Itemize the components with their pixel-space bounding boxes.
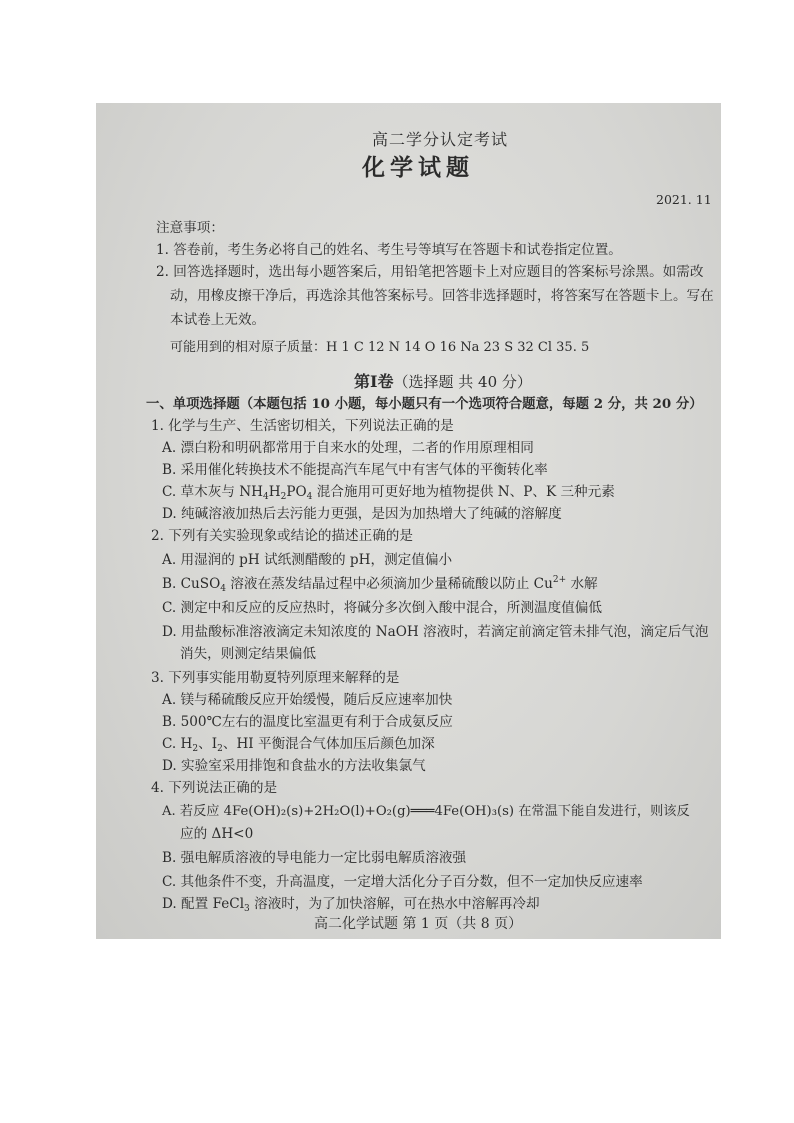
question-2-option-d-line-2: 消失，则测定结果偏低	[180, 646, 316, 662]
question-1-option-c: C. 草木灰与 $NH_4H_2PO_4$ 混合施用可更好地为植物提供 N、P、K 三种元素	[162, 484, 615, 502]
notes-heading: 注意事项：	[156, 220, 224, 236]
question-4-option-a-line-1: A. 若反应 4Fe(OH)₂(s)+2H₂O(l)+O₂(g)═══4Fe(OH)₃(s) 在常温下能自发进行，则该反	[162, 804, 690, 819]
section-label: 第Ⅰ卷	[354, 372, 394, 391]
question-2-option-a: A. 用湿润的 pH 试纸测醋酸的 pH，测定值偏小	[162, 552, 453, 568]
notes-line-2b: 动，用橡皮擦干净后，再选涂其他答案标号。回答非选择题时，将答案写在答题卡上。写在	[170, 288, 714, 304]
page-footer: 高二化学试题 第 1 页（共 8 页）	[314, 916, 523, 932]
question-2-option-d-line-1: D. 用盐酸标准溶液滴定未知浓度的 NaOH 溶液时，若滴定前滴定管未排气泡，滴定后气泡	[162, 624, 709, 640]
exam-date: 2021. 11	[656, 192, 712, 207]
question-1-option-b: B. 采用催化转换技术不能提高汽车尾气中有害气体的平衡转化率	[162, 462, 548, 478]
question-3-stem: 3. 下列事实能用勒夏特列原理来解释的是	[151, 670, 400, 686]
exam-name: 高二学分认定考试	[372, 130, 509, 149]
question-3-option-b: B. 500℃左右的温度比室温更有利于合成氨反应	[162, 714, 453, 730]
notes-line-1: 1. 答卷前，考生务必将自己的姓名、考生号等填写在答题卡和试卷指定位置。	[156, 242, 622, 258]
question-3-option-a: A. 镁与稀硫酸反应开始缓慢，随后反应速率加快	[162, 692, 453, 708]
question-2-option-c: C. 测定中和反应的反应热时，将碱分多次倒入酸中混合，所测温度值偏低	[162, 600, 602, 616]
question-4-option-b: B. 强电解质溶液的导电能力一定比弱电解质溶液强	[162, 850, 467, 866]
notes-line-2c: 本试卷上无效。	[170, 312, 266, 328]
question-4-option-d: D. 配置 FeCl$_3$ 溶液时，为了加快溶解，可在热水中溶解再冷却	[162, 896, 540, 914]
question-4-option-a-line-2: 应的 ΔH<0	[180, 826, 254, 842]
question-1-option-a: A. 漂白粉和明矾都常用于自来水的处理，二者的作用原理相同	[162, 440, 534, 456]
question-3-option-c: C. $H_2$、$I_2$、HI 平衡混合气体加压后颜色加深	[162, 736, 435, 754]
section-instruction: 一、单项选择题（本题包括 10 小题，每小题只有一个选项符合题意，每题 2 分，共 20 分）	[146, 396, 703, 412]
question-4-stem: 4. 下列说法正确的是	[151, 780, 278, 796]
question-2-stem: 2. 下列有关实验现象或结论的描述正确的是	[151, 528, 413, 544]
notes-line-2a: 2. 回答选择题时，选出每小题答案后，用铅笔把答题卡上对应题目的答案标号涂黑。如需改	[156, 264, 704, 280]
question-1-option-d: D. 纯碱溶液加热后去污能力更强，是因为加热增大了纯碱的溶解度	[162, 506, 562, 522]
exam-photo	[96, 103, 721, 939]
section-title	[354, 373, 532, 391]
atomic-masses: 可能用到的相对原子质量：H 1 C 12 N 14 O 16 Na 23 S 32 Cl 35. 5	[170, 340, 590, 355]
page-title: 化学试题	[362, 155, 474, 181]
question-1-stem: 1. 化学与生产、生活密切相关，下列说法正确的是	[151, 418, 454, 434]
question-4-option-c: C. 其他条件不变，升高温度，一定增大活化分子百分数，但不一定加快反应速率	[162, 874, 643, 890]
question-3-option-d: D. 实验室采用排饱和食盐水的方法收集氯气	[162, 758, 426, 774]
question-2-option-b: B. CuSO$_4$ 溶液在蒸发结晶过程中必须滴加少量稀硫酸以防止 $Cu^{2+}$ 水解	[162, 575, 598, 594]
section-subtitle: （选择题 共 40 分）	[393, 373, 532, 391]
